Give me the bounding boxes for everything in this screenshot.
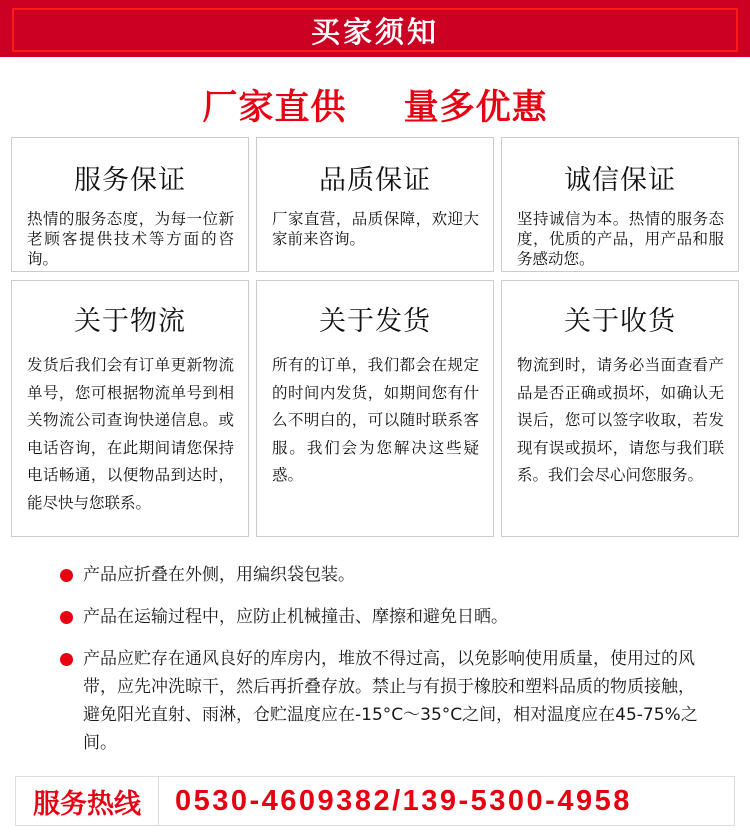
note-text: 产品应贮存在通风良好的库房内，堆放不得过高，以免影响使用质量，使用过的风带，应先冲洗晾干，然后再折叠存放。禁止与有损于橡胶和塑料品质的物质接触，避免阳光直射、雨淋，仓贮温度应在-15°C～35°C之间，相对温度应在45-75%之间。 xyxy=(83,649,698,753)
card-logistics xyxy=(11,280,249,537)
header-frame xyxy=(12,8,738,52)
card-receiving xyxy=(501,280,739,537)
card-text: 热情的服务态度，为每一位新老顾客提供技术等方面的咨询。 xyxy=(27,210,234,268)
slogan-left: 厂家直供 xyxy=(202,88,347,128)
bullet-dot-icon xyxy=(60,569,73,582)
hotline-bar xyxy=(15,776,735,826)
header-banner xyxy=(0,0,750,57)
card-text: 所有的订单，我们都会在规定的时间内发货，如期间您有什么不明白的，可以随时联系客服。我们会为您解决这些疑惑。 xyxy=(272,356,479,484)
card-text: 物流到时，请务必当面查看产品是否正确或损坏，如确认无误后，您可以签字收取，若发现有误或损坏，请您与我们联系。我们会尽心问您服务。 xyxy=(517,356,724,484)
page-title: 买家须知 xyxy=(310,14,439,49)
card-title: 服务保证 xyxy=(74,165,186,196)
slogan xyxy=(0,80,750,130)
note-item xyxy=(60,561,700,589)
card-title: 诚信保证 xyxy=(564,165,676,196)
bullet-dot-icon xyxy=(60,611,73,624)
card-quality-guarantee xyxy=(256,137,494,272)
card-text: 厂家直营，品质保障，欢迎大家前来咨询。 xyxy=(272,210,479,248)
note-item xyxy=(60,645,700,757)
hotline-number[interactable]: 0530-4609382/139-5300-4958 xyxy=(175,784,632,817)
card-shipping xyxy=(256,280,494,537)
card-text: 发货后我们会有订单更新物流单号，您可根据物流单号到相关物流公司查询快递信息。或电话咨询，在此期间请您保持电话畅通，以便物品到达时，能尽快与您联系。 xyxy=(27,356,234,512)
note-text: 产品在运输过程中，应防止机械撞击、摩擦和避免日晒。 xyxy=(83,607,508,627)
card-text: 坚持诚信为本。热情的服务态度，优质的产品，用产品和服务感动您。 xyxy=(517,210,724,268)
card-service-guarantee xyxy=(11,137,249,272)
slogan-right: 量多优惠 xyxy=(403,88,548,128)
note-item xyxy=(60,603,700,631)
card-title: 关于收货 xyxy=(564,306,676,337)
hotline-label: 服务热线 xyxy=(16,777,159,825)
card-integrity-guarantee xyxy=(501,137,739,272)
bullet-dot-icon xyxy=(60,653,73,666)
notes-list xyxy=(60,561,700,757)
card-title: 品质保证 xyxy=(319,165,431,196)
card-title: 关于物流 xyxy=(74,306,186,337)
note-text: 产品应折叠在外侧，用编织袋包装。 xyxy=(83,565,355,585)
card-title: 关于发货 xyxy=(319,306,431,337)
